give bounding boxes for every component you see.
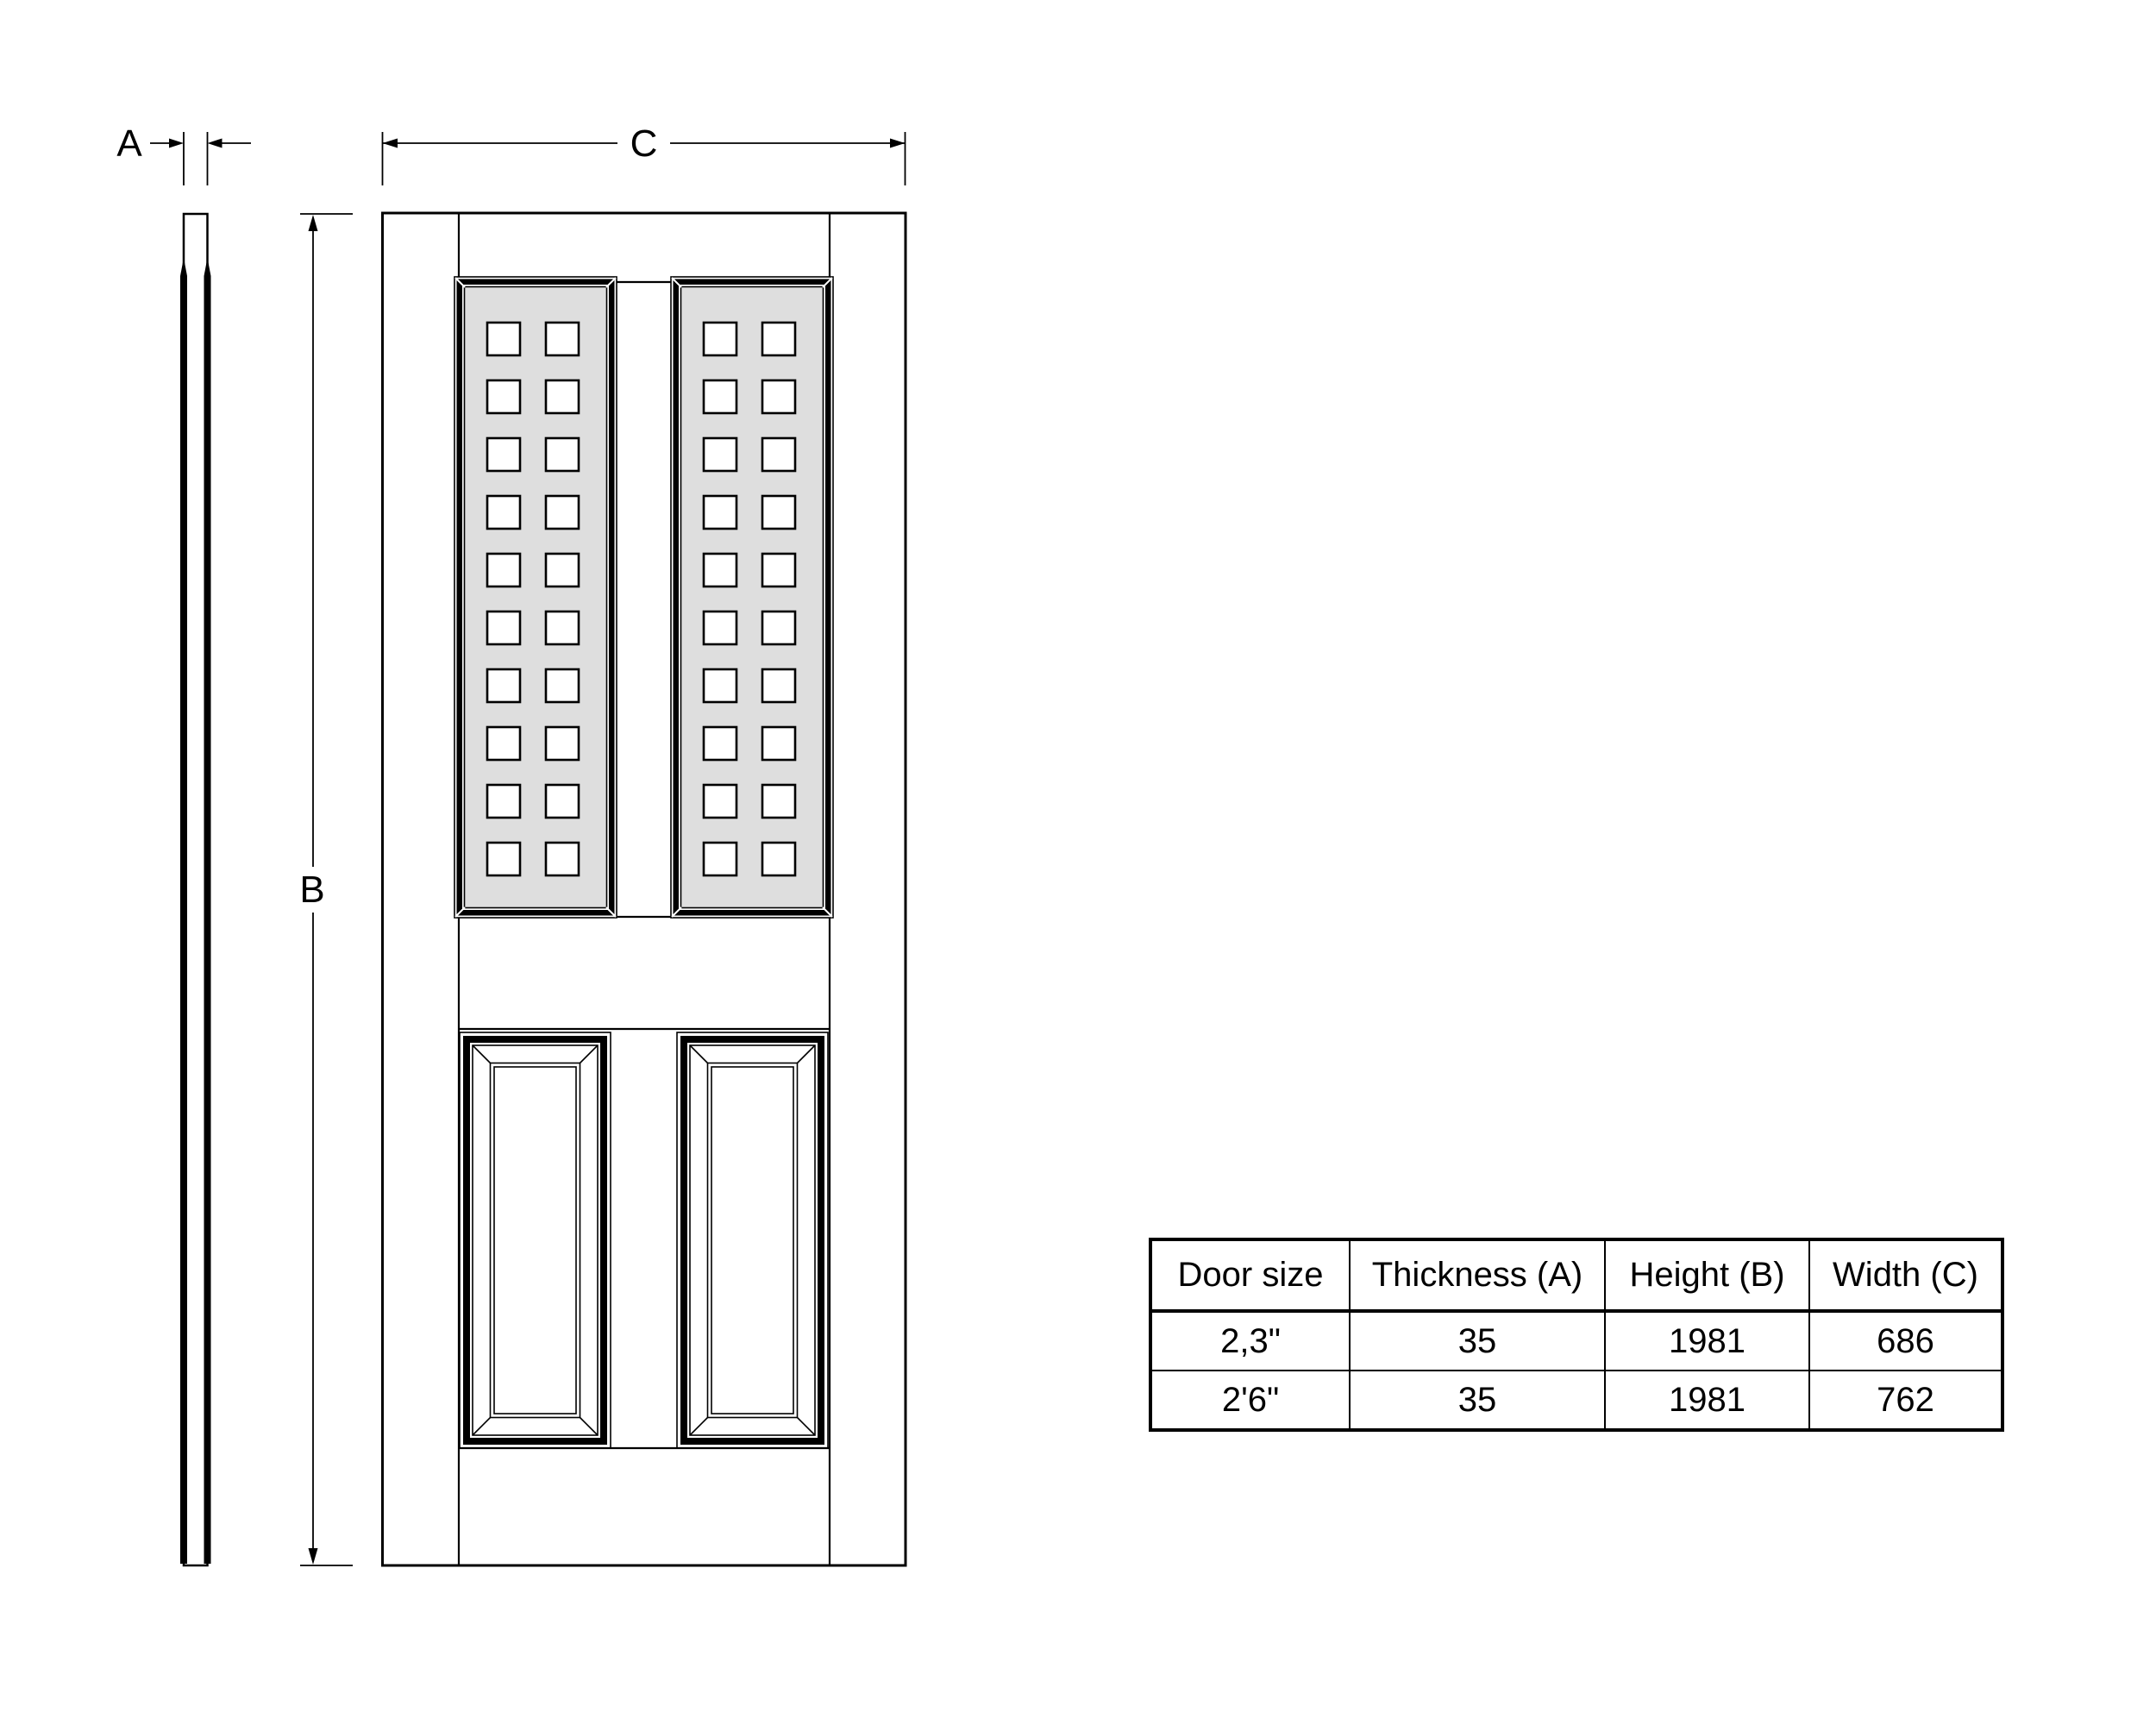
- size-table-cell: 2,3": [1150, 1311, 1350, 1371]
- dimension-a: [116, 122, 251, 185]
- glazing-square: [704, 380, 736, 413]
- side-view-right-edge-band: [204, 258, 211, 1564]
- dimension-b-bottom-arrowhead: [309, 1548, 318, 1565]
- glazing-square: [762, 554, 795, 586]
- glazing-square: [704, 669, 736, 702]
- glazing-square: [546, 323, 579, 355]
- glazing-square: [546, 554, 579, 586]
- dimension-a-left-arrowhead: [169, 139, 184, 148]
- door-side-view: [180, 214, 211, 1565]
- glazed-panel-left: [454, 277, 617, 918]
- glazing-square: [487, 496, 520, 529]
- glazing-square: [762, 496, 795, 529]
- dimension-c-right-arrowhead: [890, 139, 906, 148]
- size-table-body: [1150, 1311, 2002, 1430]
- glazing-square: [546, 612, 579, 644]
- glazing-square: [546, 727, 579, 760]
- glazing-square: [546, 669, 579, 702]
- glazing-square: [704, 496, 736, 529]
- door-front-view: [383, 213, 906, 1565]
- glazing-square: [487, 612, 520, 644]
- glazing-square: [487, 323, 520, 355]
- dimension-c: [383, 122, 906, 185]
- size-table-row: [1150, 1371, 2002, 1430]
- glazing-square: [704, 323, 736, 355]
- glazing-square: [704, 612, 736, 644]
- glazing-square: [546, 496, 579, 529]
- size-table-column-header: Height (B): [1605, 1239, 1809, 1311]
- glazing-square: [704, 785, 736, 818]
- size-table-cell: 1981: [1605, 1311, 1809, 1371]
- glazing-square: [487, 669, 520, 702]
- dimension-c-left-arrowhead: [383, 139, 398, 148]
- glazing-square: [546, 843, 579, 875]
- glazing-square: [487, 727, 520, 760]
- size-table-cell: 35: [1350, 1311, 1605, 1371]
- dimension-b-label: B: [299, 869, 325, 911]
- glazing-square: [762, 669, 795, 702]
- glass-pane: [465, 287, 607, 908]
- glass-pane: [681, 287, 824, 908]
- glazing-square: [704, 843, 736, 875]
- glazing-square: [762, 785, 795, 818]
- raised-panel-right: [677, 1032, 828, 1448]
- raised-field: [711, 1067, 793, 1414]
- dimension-a-right-arrowhead: [208, 139, 222, 148]
- glazing-square: [704, 438, 736, 471]
- size-table-row: [1150, 1311, 2002, 1371]
- dimension-a-label: A: [116, 122, 142, 165]
- size-table-column-header: Thickness (A): [1350, 1239, 1605, 1311]
- glazing-square: [762, 612, 795, 644]
- glazed-panel-right: [671, 277, 833, 918]
- glazing-square: [704, 727, 736, 760]
- side-view-outline: [184, 214, 208, 1565]
- glazing-square: [546, 785, 579, 818]
- dimension-c-label: C: [630, 122, 658, 165]
- raised-field: [494, 1067, 576, 1414]
- glazing-square: [487, 554, 520, 586]
- size-table-cell: 35: [1350, 1371, 1605, 1430]
- size-table-cell: 2'6": [1150, 1371, 1350, 1430]
- glazing-square: [762, 380, 795, 413]
- glazing-square: [762, 438, 795, 471]
- dimension-a-extension-lines: [184, 132, 208, 185]
- size-table-cell: 762: [1809, 1371, 2002, 1430]
- side-view-left-edge-band: [180, 258, 187, 1564]
- dimension-b-top-arrowhead: [309, 215, 318, 231]
- glazing-square: [762, 843, 795, 875]
- glazing-square: [487, 380, 520, 413]
- glazing-square: [487, 785, 520, 818]
- size-table-cell: 686: [1809, 1311, 2002, 1371]
- glazing-square: [762, 727, 795, 760]
- size-table-column-header: Width (C): [1809, 1239, 2002, 1311]
- glazing-square: [704, 554, 736, 586]
- glazing-square: [546, 438, 579, 471]
- raised-panel-left: [460, 1032, 611, 1448]
- glazing-square: [762, 323, 795, 355]
- dimension-b: [299, 214, 353, 1565]
- size-table-column-header: Door size: [1150, 1239, 1350, 1311]
- size-table-header-row: [1150, 1239, 2002, 1311]
- size-table-cell: 1981: [1605, 1371, 1809, 1430]
- door-size-table: [1149, 1238, 2004, 1432]
- glazing-square: [546, 380, 579, 413]
- glazing-square: [487, 843, 520, 875]
- glazing-square: [487, 438, 520, 471]
